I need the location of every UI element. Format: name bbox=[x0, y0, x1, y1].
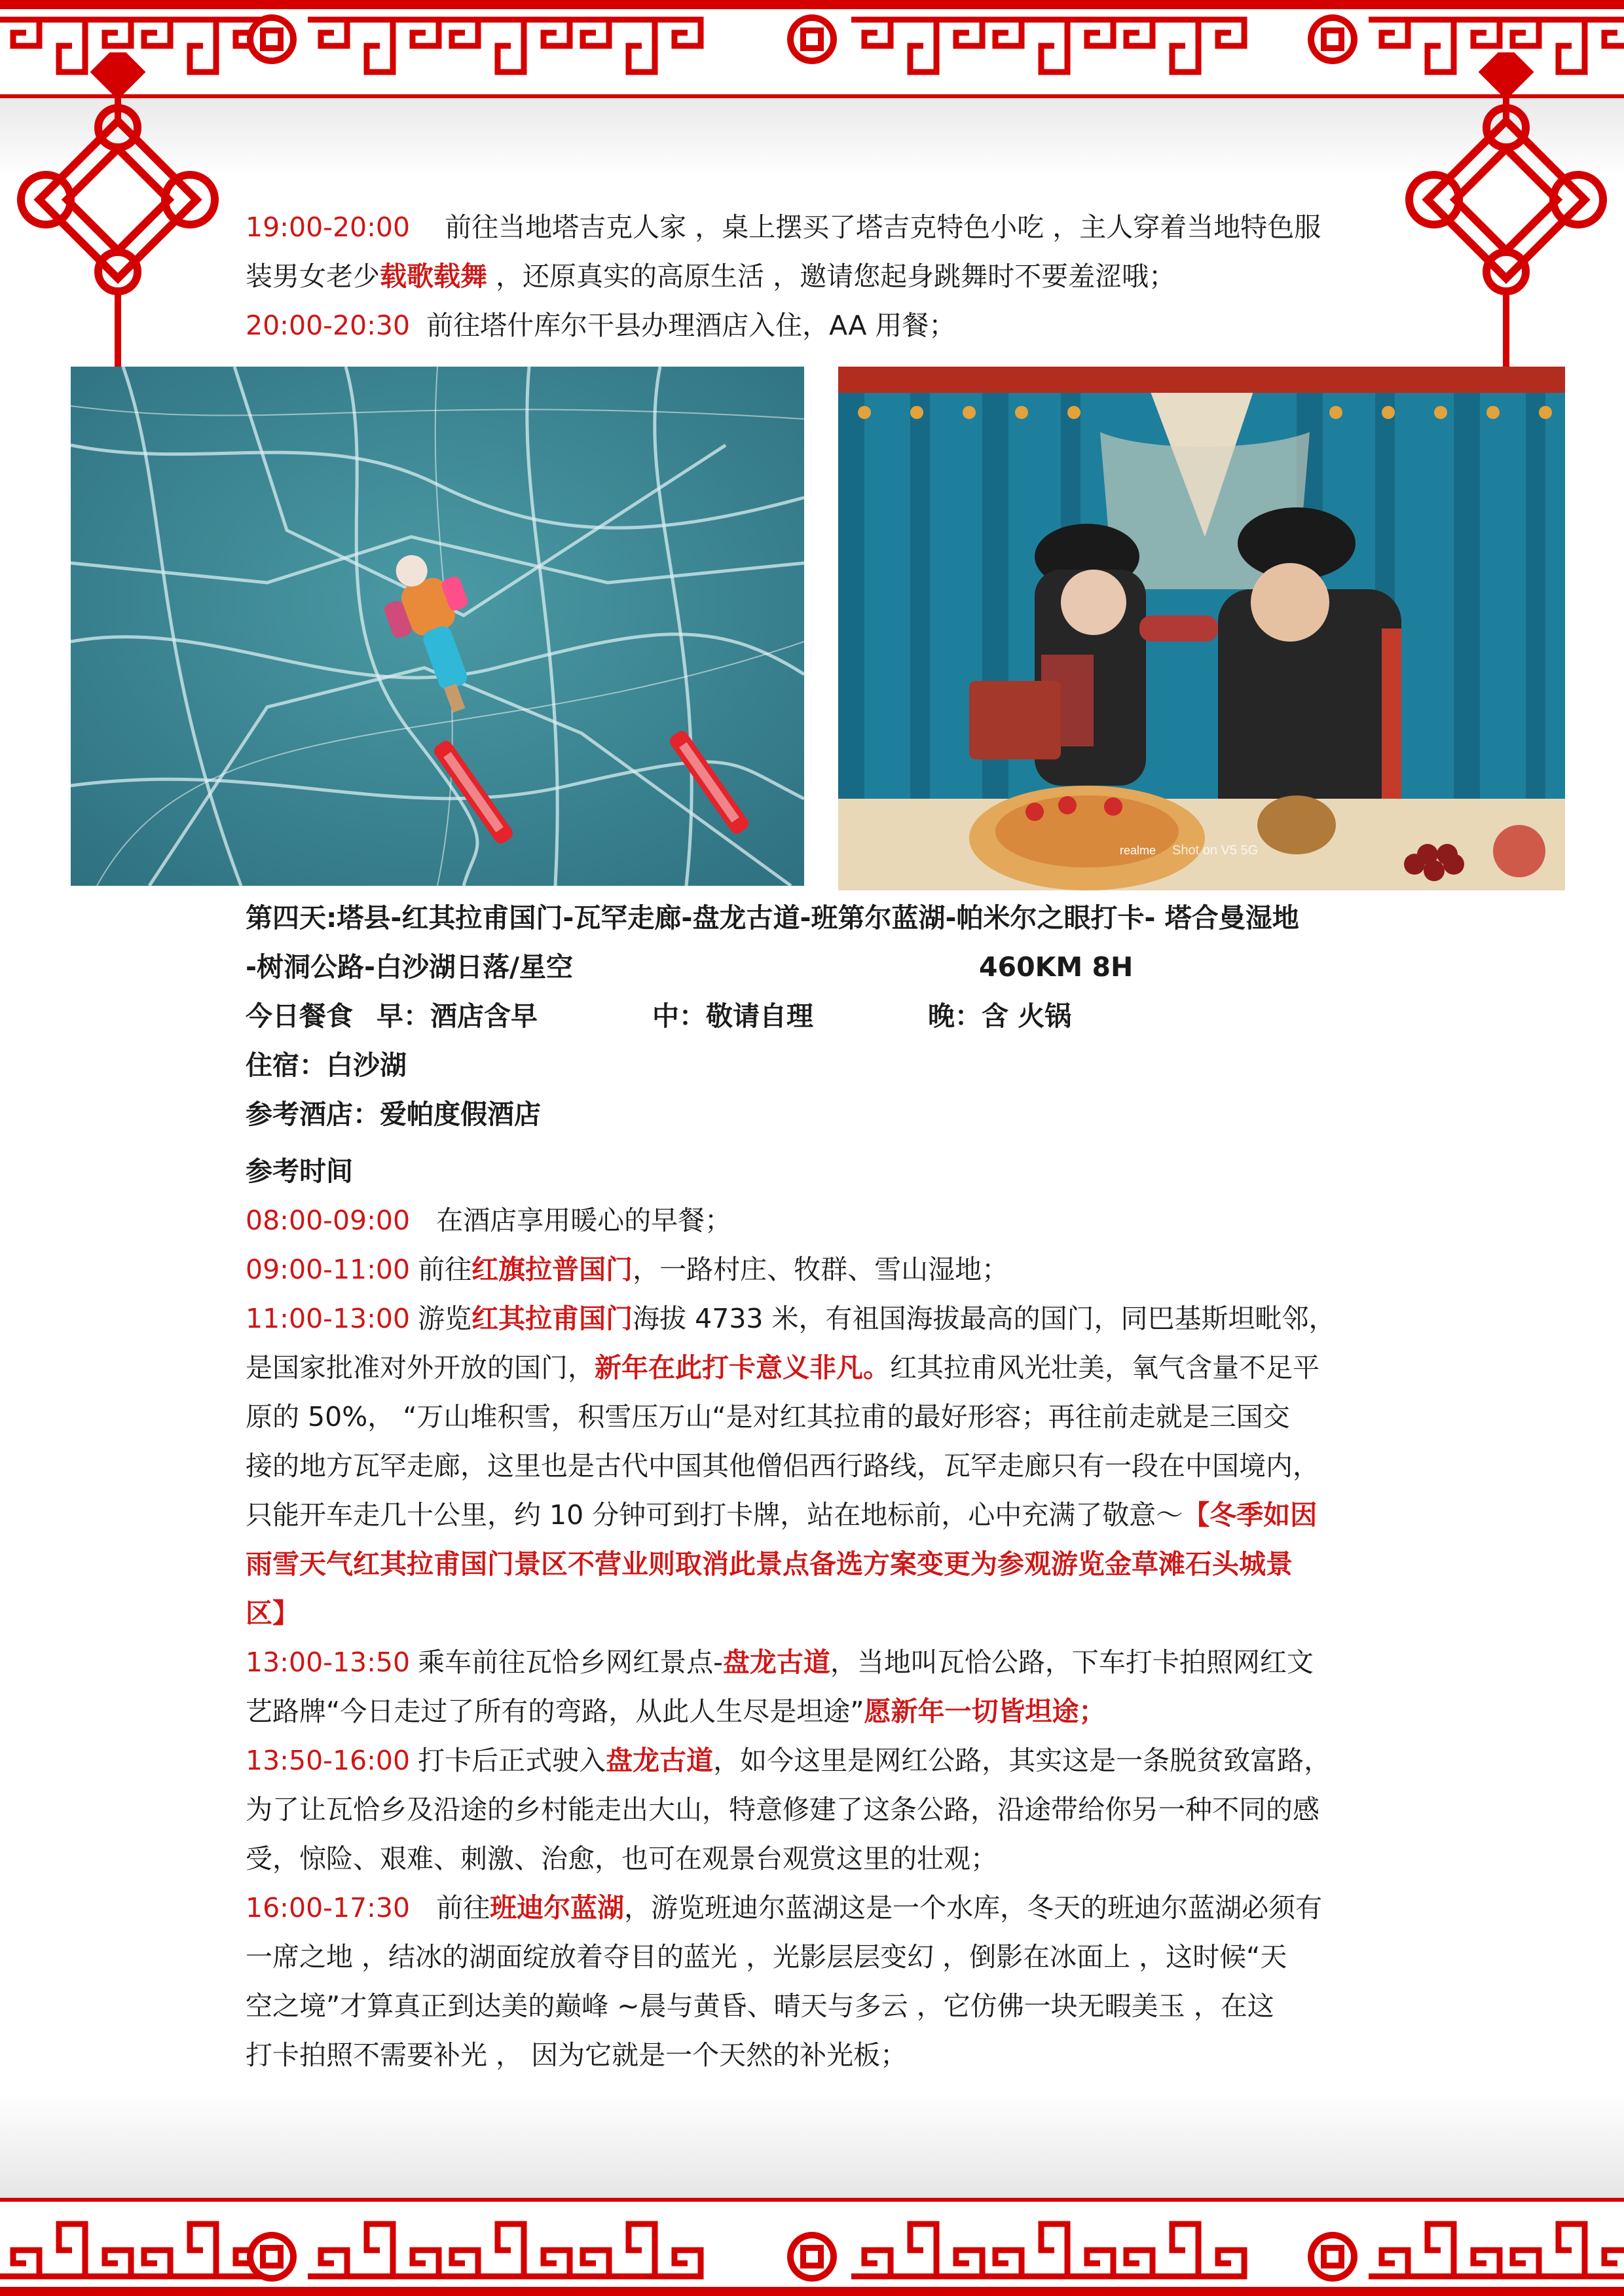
lunch: 中：敬请自理 bbox=[652, 1000, 813, 1032]
schedule-line: 艺路牌“今日走过了所有的弯路，从此人生尽是坦途”愿新年一切皆坦途； bbox=[246, 1696, 1106, 1727]
highlight-text: 雨雪天气红其拉甫国门景区不营业则取消此景点备选方案变更为参观游览金草滩石头城景 bbox=[246, 1548, 1293, 1580]
schedule-line: 打卡拍照不需要补光 ， 因为它就是一个天然的补光板； bbox=[246, 2039, 908, 2071]
schedule-line: 受，惊险、艰难、刺激、治愈，也可在观景台观赏这里的壮观； bbox=[246, 1843, 997, 1874]
time-range: 19:00-20:00 bbox=[246, 211, 411, 243]
fret-pattern-icon bbox=[0, 2198, 1624, 2296]
schedule-line: 空之境”才算真正到达美的巅峰 ~晨与黄昏、晴天与多云 ，它仿佛一块无暇美玉 ，在这 bbox=[246, 1990, 1274, 2022]
camera-watermark: Shot on V5 5G bbox=[1172, 843, 1259, 858]
ref-time-heading: 参考时间 bbox=[246, 1156, 353, 1187]
tajik-home-photo bbox=[838, 367, 1565, 890]
chinese-knot-icon bbox=[1388, 52, 1624, 373]
schedule-line: 13:00-13:50 乘车前往瓦恰乡网红景点-盘龙古道，当地叫瓦恰公路，下车打卡拍照网红文 bbox=[246, 1647, 1314, 1678]
meals-line: 今日餐食 早：酒店含早 中：敬请自理 晚：含 火锅 bbox=[246, 1000, 1072, 1032]
bottom-shadow bbox=[0, 2093, 1624, 2198]
breakfast: 早：酒店含早 bbox=[377, 1000, 538, 1032]
highlight-text: 盘龙古道 bbox=[606, 1745, 714, 1776]
top-border bbox=[0, 0, 1624, 98]
top-shadow bbox=[0, 98, 1624, 177]
schedule-line: 一席之地 ，结冰的湖面绽放着夺目的蓝光 ，光影层层变幻 ，倒影在冰面上 ，这时候“天 bbox=[246, 1941, 1287, 1973]
highlight-text: 班迪尔蓝湖 bbox=[490, 1892, 625, 1923]
time-range: 09:00-11:00 bbox=[246, 1254, 411, 1285]
schedule-line: 09:00-11:00 前往红旗拉普国门，一路村庄、牧群、雪山湿地； bbox=[246, 1254, 1009, 1285]
highlight-text: 新年在此打卡意义非凡。 bbox=[595, 1352, 890, 1383]
schedule-line: 20:00-20:30 前往塔什库尔干县办理酒店入住，AA 用餐； bbox=[246, 310, 956, 341]
time-range: 20:00-20:30 bbox=[246, 310, 411, 341]
ice-lake-photo bbox=[71, 367, 804, 886]
time-range: 13:00-13:50 bbox=[246, 1647, 411, 1678]
schedule-line: 08:00-09:00 在酒店享用暖心的早餐； bbox=[246, 1205, 732, 1236]
schedule-line: 16:00-17:30 前往班迪尔蓝湖，游览班迪尔蓝湖这是一个水库，冬天的班迪尔蓝湖必须有 bbox=[246, 1892, 1323, 1923]
day-title: 第四天:塔县-红其拉甫国门-瓦罕走廊-盘龙古道-班第尔蓝湖-帕米尔之眼打卡- 塔合曼湿地 bbox=[246, 902, 1299, 934]
camera-watermark: realme bbox=[1120, 844, 1156, 857]
highlight-text: 红其拉甫国门 bbox=[471, 1303, 633, 1334]
schedule-line: 19:00-20:00 前往当地塔吉克人家 ，桌上摆买了塔吉克特色小吃 ，主人穿着当地特色服 bbox=[246, 211, 1321, 243]
evening-section bbox=[246, 203, 1378, 350]
schedule-line: 接的地方瓦罕走廊，这里也是古代中国其他僧侣西行路线，瓦罕走廊只有一段在中国境内， bbox=[246, 1450, 1320, 1482]
time-range: 16:00-17:30 bbox=[246, 1892, 411, 1923]
dinner: 晚：含 火锅 bbox=[928, 1000, 1072, 1032]
highlight-text: 红旗拉普国门 bbox=[471, 1254, 633, 1285]
stay-line: 住宿：白沙湖 bbox=[246, 1049, 407, 1081]
chinese-knot-icon bbox=[0, 52, 236, 373]
day4-section bbox=[246, 894, 1378, 2080]
highlight-text: 载歌载舞 bbox=[380, 261, 487, 292]
distance: 460KM 8H bbox=[979, 951, 1134, 983]
schedule-line: 为了让瓦恰乡及沿途的乡村能走出大山，特意修建了这条公路，沿途带给你另一种不同的感 bbox=[246, 1794, 1320, 1825]
fret-pattern-icon bbox=[0, 0, 1624, 98]
day-title-cont: -树洞公路-白沙湖日落/星空 460KM 8H bbox=[246, 951, 1134, 983]
bottom-border bbox=[0, 2198, 1624, 2296]
highlight-text: 【冬季如因 bbox=[1183, 1499, 1318, 1531]
time-range: 11:00-13:00 bbox=[246, 1303, 411, 1334]
highlight-text: 区】 bbox=[246, 1597, 299, 1629]
highlight-text: 愿新年一切皆坦途； bbox=[864, 1696, 1106, 1727]
time-range: 13:50-16:00 bbox=[246, 1745, 411, 1776]
time-range: 08:00-09:00 bbox=[246, 1205, 411, 1236]
highlight-text: 盘龙古道 bbox=[722, 1647, 830, 1678]
schedule-line: 11:00-13:00 游览红其拉甫国门海拔 4733 米，有祖国海拔最高的国门，同巴基斯坦毗邻， bbox=[246, 1303, 1336, 1334]
schedule-line: 装男女老少载歌载舞 ，还原真实的高原生活 ，邀请您起身跳舞时不要羞涩哦； bbox=[246, 261, 1176, 292]
schedule-line: 13:50-16:00 打卡后正式驶入盘龙古道，如今这里是网红公路，其实这是一条脱贫致富路， bbox=[246, 1745, 1331, 1776]
schedule-line: 是国家批准对外开放的国门，新年在此打卡意义非凡。红其拉甫风光壮美，氧气含量不足平 bbox=[246, 1352, 1320, 1383]
schedule-line: 原的 50%， “万山堆积雪，积雪压万山“是对红其拉甫的最好形容；再往前走就是三国交 bbox=[246, 1401, 1290, 1432]
schedule-line: 只能开车走几十公里，约 10 分钟可到打卡牌，站在地标前，心中充满了敬意～【冬季如因 bbox=[246, 1499, 1318, 1531]
hotel-line: 参考酒店：爱帕度假酒店 bbox=[246, 1099, 541, 1130]
